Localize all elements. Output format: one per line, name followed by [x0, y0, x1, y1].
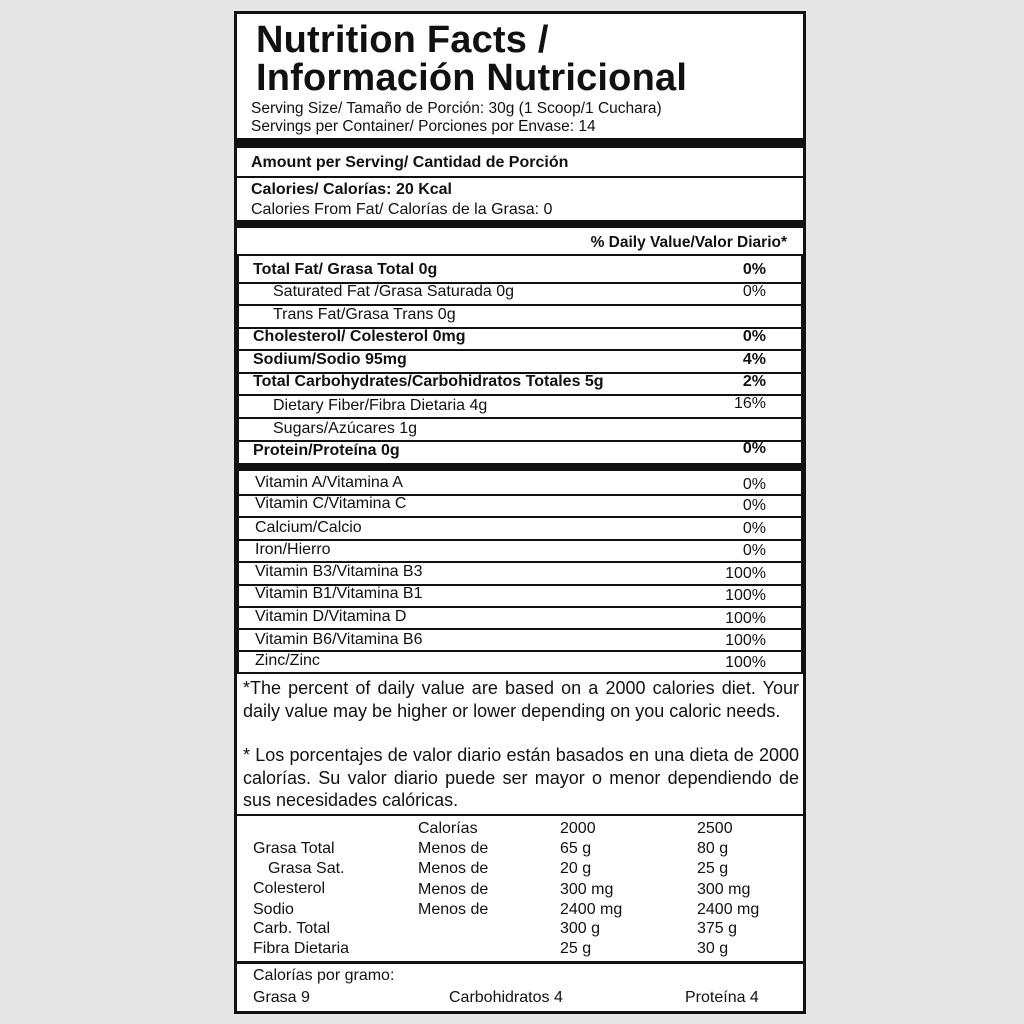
- ref-row-qualifier: Menos de: [418, 901, 489, 918]
- vitamin-b6: Vitamin B6/Vitamina B6: [255, 631, 423, 648]
- calories-per-gram-protein: Proteína 4: [685, 989, 759, 1006]
- ref-header-qualifier: Calorías: [418, 820, 478, 837]
- ref-row-col2: 375 g: [697, 920, 738, 937]
- ref-row-col2: 300 mg: [697, 881, 751, 898]
- serving-size: Serving Size/ Tamaño de Porción: 30g (1 Scoop/1 Cuchara): [251, 100, 662, 117]
- vitamin-d: Vitamin D/Vitamina D: [255, 608, 407, 625]
- ref-row-nutrient: Carb. Total: [253, 920, 331, 937]
- vitamin-b6-value: 100%: [725, 632, 766, 649]
- nutrient-total-carbohydrates-value: 2%: [742, 373, 766, 390]
- divider: [237, 254, 803, 256]
- nutrient-protein: Protein/Proteína 0g: [253, 442, 400, 459]
- ref-row-col2: 25 g: [697, 860, 729, 877]
- title-line-2: Información Nutricional: [256, 57, 688, 99]
- vitamin-b1-value: 100%: [725, 587, 766, 604]
- ref-row-col1: 25 g: [560, 940, 592, 957]
- divider: [237, 961, 803, 964]
- nutrient-protein-value: 0%: [742, 440, 766, 457]
- nutrient-total-fat: Total Fat/ Grasa Total 0g: [253, 261, 438, 278]
- zinc: Zinc/Zinc: [255, 652, 320, 669]
- title-line-1: Nutrition Facts /: [256, 19, 549, 61]
- nutrient-saturated-fat: Saturated Fat /Grasa Saturada 0g: [273, 283, 515, 300]
- nutrient-saturated-fat-value: 0%: [742, 283, 766, 300]
- nutrient-sodium-value: 4%: [742, 351, 766, 368]
- daily-value-header: % Daily Value/Valor Diario*: [590, 234, 787, 251]
- calories-per-gram-carbs: Carbohidratos 4: [449, 989, 563, 1006]
- vitamin-a: Vitamin A/Vitamina A: [255, 474, 403, 491]
- ref-row-col1: 300 g: [560, 920, 601, 937]
- ref-row-nutrient: Colesterol: [253, 880, 326, 897]
- thick-divider: [237, 220, 803, 228]
- nutrient-cholesterol-value: 0%: [742, 328, 766, 345]
- servings-per-container: Servings per Container/ Porciones por Envase: 14: [251, 118, 596, 135]
- ref-header-col1: 2000: [560, 820, 596, 837]
- calories-per-gram-fat: Grasa 9: [253, 989, 310, 1006]
- ref-row-nutrient: Grasa Sat.: [268, 860, 345, 877]
- calories: Calories/ Calorías: 20 Kcal: [251, 181, 452, 198]
- iron: Iron/Hierro: [255, 541, 331, 558]
- nutrient-cholesterol: Cholesterol/ Colesterol 0mg: [253, 328, 466, 345]
- nutrient-sugars: Sugars/Azúcares 1g: [273, 420, 418, 437]
- ref-row-col1: 2400 mg: [560, 901, 623, 918]
- divider: [237, 814, 803, 816]
- amount-per-serving: Amount per Serving/ Cantidad de Porción: [251, 154, 569, 171]
- ref-row-col2: 30 g: [697, 940, 729, 957]
- vitamin-d-value: 100%: [725, 610, 766, 627]
- ref-header-col2: 2500: [697, 820, 733, 837]
- divider: [237, 176, 803, 178]
- vitamin-b3-value: 100%: [725, 565, 766, 582]
- calories-from-fat: Calories From Fat/ Calorías de la Grasa: 0: [251, 201, 553, 218]
- ref-row-nutrient: Grasa Total: [253, 840, 335, 857]
- ref-row-col2: 80 g: [697, 840, 729, 857]
- nutrient-dietary-fiber: Dietary Fiber/Fibra Dietaria 4g: [273, 397, 488, 414]
- nutrient-total-carbohydrates: Total Carbohydrates/Carbohidratos Totales 5g: [253, 373, 604, 390]
- ref-row-nutrient: Sodio: [253, 901, 294, 918]
- divider: [237, 672, 803, 674]
- nutrition-label: [234, 11, 806, 1014]
- vitamin-c-value: 0%: [742, 497, 766, 514]
- footnote-english: *The percent of daily value are based on a 2000 calories diet. Your daily value may be higher or lower depending on you caloric needs.: [243, 678, 799, 721]
- ref-row-col1: 300 mg: [560, 881, 614, 898]
- calcium: Calcium/Calcio: [255, 519, 362, 536]
- thick-divider: [237, 463, 803, 471]
- nutrient-sodium: Sodium/Sodio 95mg: [253, 351, 407, 368]
- ref-row-nutrient: Fibra Dietaria: [253, 940, 350, 957]
- ref-row-col2: 2400 mg: [697, 901, 760, 918]
- vitamin-c: Vitamin C/Vitamina C: [255, 495, 407, 512]
- nutrient-total-fat-value: 0%: [742, 261, 766, 278]
- iron-value: 0%: [742, 542, 766, 559]
- ref-row-col1: 20 g: [560, 860, 592, 877]
- zinc-value: 100%: [725, 654, 766, 671]
- nutrient-dietary-fiber-value: 16%: [733, 395, 766, 412]
- nutrient-trans-fat: Trans Fat/Grasa Trans 0g: [273, 306, 456, 323]
- thick-divider: [237, 138, 803, 148]
- footnote-spanish: * Los porcentajes de valor diario están basados en una dieta de 2000 calorías. Su valor diario puede ser mayor o menor dependiendo de sus necesidades calóricas.: [243, 745, 799, 810]
- ref-row-qualifier: Menos de: [418, 881, 489, 898]
- calcium-value: 0%: [742, 520, 766, 537]
- ref-row-col1: 65 g: [560, 840, 592, 857]
- ref-row-qualifier: Menos de: [418, 840, 489, 857]
- calories-per-gram-title: Calorías por gramo:: [253, 967, 395, 984]
- vitamin-b1: Vitamin B1/Vitamina B1: [255, 585, 423, 602]
- ref-row-qualifier: Menos de: [418, 860, 489, 877]
- vitamin-a-value: 0%: [742, 476, 766, 493]
- vitamin-b3: Vitamin B3/Vitamina B3: [255, 563, 423, 580]
